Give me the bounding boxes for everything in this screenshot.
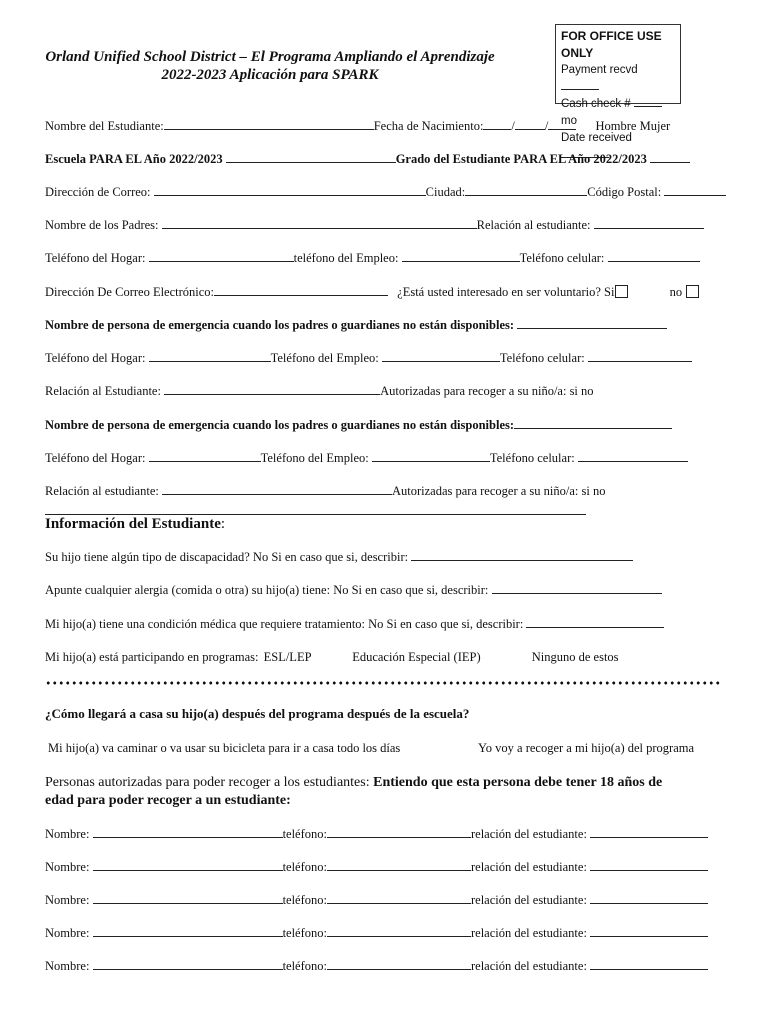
email-label: Dirección De Correo Electrónico: bbox=[45, 285, 215, 299]
mail-address-field[interactable] bbox=[154, 185, 426, 196]
student-info-heading: Información del Estudiante bbox=[45, 516, 221, 532]
person5-name-field[interactable] bbox=[93, 959, 283, 970]
person3-relation-label: relación del estudiante: bbox=[471, 893, 587, 907]
emergency1-home-field[interactable] bbox=[149, 351, 271, 362]
parents-label: Nombre de los Padres: bbox=[45, 218, 159, 232]
authorized-intro bbox=[45, 774, 662, 810]
person5-name-label: Nombre: bbox=[45, 959, 90, 973]
person4-name-label: Nombre: bbox=[45, 926, 90, 940]
authorized-person-row bbox=[45, 893, 708, 908]
person2-phone-label: teléfono: bbox=[282, 860, 327, 874]
office-mo-label: mo bbox=[561, 115, 577, 127]
zip-field[interactable] bbox=[664, 185, 726, 196]
form-title-line2: 2022-2023 Aplicación para SPARK bbox=[161, 67, 379, 83]
emergency1-home-label: Teléfono del Hogar: bbox=[45, 351, 146, 365]
student-name-row: Nombre del Estudiante: Fecha de Nacimiento: / / Hombre Mujer bbox=[45, 119, 671, 133]
dob-year-field[interactable] bbox=[548, 119, 576, 130]
emergency2-heading: Nombre de persona de emergencia cuando los padres o guardianes no están disponibles: bbox=[45, 418, 515, 432]
emergency1-work-label: Teléfono del Empleo: bbox=[270, 351, 379, 365]
parents-field[interactable] bbox=[162, 218, 477, 229]
parents-row bbox=[45, 218, 704, 233]
emergency1-heading: Nombre de persona de emergencia cuando los padres o guardianes no están disponibles: bbox=[45, 318, 515, 332]
school-grade-row bbox=[45, 152, 690, 167]
phones-row bbox=[45, 251, 700, 266]
pickup-option-walk[interactable]: Mi hijo(a) va caminar o va usar su bicicleta para ir a casa todo los días bbox=[48, 741, 401, 755]
mail-address-label: Dirección de Correo: bbox=[45, 185, 151, 199]
person2-relation-label: relación del estudiante: bbox=[471, 860, 587, 874]
email-row bbox=[45, 285, 699, 300]
emergency1-work-field[interactable] bbox=[382, 351, 500, 362]
authorized-person-row bbox=[45, 926, 708, 941]
emergency2-work-label: Teléfono del Empleo: bbox=[260, 451, 369, 465]
volunteer-no-label: no bbox=[669, 285, 683, 299]
dotted-separator bbox=[45, 681, 721, 685]
pickup-question: ¿Cómo llegará a casa su hijo(a) después del programa después de la escuela? bbox=[45, 706, 470, 721]
office-payment-label: Payment recvd bbox=[561, 64, 638, 76]
student-name-field[interactable] bbox=[164, 119, 374, 130]
person3-phone-label: teléfono: bbox=[282, 893, 327, 907]
medical-field[interactable] bbox=[526, 617, 664, 628]
program-none-option[interactable]: Ninguno de estos bbox=[531, 650, 619, 664]
program-esl-option[interactable]: ESL/LEP bbox=[263, 650, 312, 664]
person5-phone-field[interactable] bbox=[327, 959, 471, 970]
allergy-row bbox=[45, 583, 662, 598]
dob-label: Fecha de Nacimiento: bbox=[373, 119, 484, 133]
emergency1-name-field[interactable] bbox=[517, 318, 667, 329]
person3-name-field[interactable] bbox=[93, 893, 283, 904]
emergency1-cell-field[interactable] bbox=[588, 351, 692, 362]
emergency2-phones-row bbox=[45, 451, 688, 466]
person2-name-label: Nombre: bbox=[45, 860, 90, 874]
gender-male-option[interactable]: Hombre bbox=[595, 119, 637, 133]
person4-phone-field[interactable] bbox=[327, 926, 471, 937]
person1-phone-label: teléfono: bbox=[282, 827, 327, 841]
emergency1-phones-row bbox=[45, 351, 692, 366]
emergency2-heading-row bbox=[45, 418, 672, 433]
emergency2-cell-field[interactable] bbox=[578, 451, 688, 462]
zip-label: Código Postal: bbox=[587, 185, 662, 199]
person4-name-field[interactable] bbox=[93, 926, 283, 937]
disability-field[interactable] bbox=[411, 550, 633, 561]
program-iep-option[interactable]: Educación Especial (IEP) bbox=[352, 650, 481, 664]
emergency2-relation-row bbox=[45, 484, 605, 499]
office-date-label: Date received bbox=[561, 132, 632, 144]
medical-row bbox=[45, 617, 664, 632]
office-cash-label: Cash check # bbox=[561, 98, 631, 110]
emergency1-authorized: Autorizadas para recoger a su niño/a: si no bbox=[380, 384, 594, 398]
dob-day-field[interactable] bbox=[515, 119, 545, 130]
person4-phone-label: teléfono: bbox=[282, 926, 327, 940]
person3-name-label: Nombre: bbox=[45, 893, 90, 907]
medical-question: Mi hijo(a) tiene una condición médica que requiere tratamiento: No Si en caso que si, describir: bbox=[45, 617, 524, 631]
emergency2-relation-field[interactable] bbox=[162, 484, 392, 495]
person3-relation-field[interactable] bbox=[590, 893, 708, 904]
office-use-heading: FOR OFFICE USE ONLY bbox=[561, 29, 662, 60]
emergency1-heading-row bbox=[45, 318, 667, 333]
emergency2-home-label: Teléfono del Hogar: bbox=[45, 451, 146, 465]
person4-relation-label: relación del estudiante: bbox=[471, 926, 587, 940]
programs-row bbox=[45, 650, 619, 665]
allergy-field[interactable] bbox=[492, 583, 662, 594]
school-label: Escuela PARA EL Año 2022/2023 bbox=[45, 152, 223, 166]
authorized-age-note-2: edad para poder recoger a un estudiante: bbox=[45, 793, 291, 808]
person1-relation-field[interactable] bbox=[590, 827, 708, 838]
work-phone-label: teléfono del Empleo: bbox=[293, 251, 399, 265]
form-title bbox=[30, 48, 510, 84]
person2-relation-field[interactable] bbox=[590, 860, 708, 871]
emergency2-home-field[interactable] bbox=[149, 451, 261, 462]
programs-label: Mi hijo(a) está participando en programas: bbox=[45, 650, 259, 664]
authorized-person-row bbox=[45, 959, 708, 974]
person1-name-label: Nombre: bbox=[45, 827, 90, 841]
emergency2-authorized: Autorizadas para recoger a su niño/a: si no bbox=[391, 484, 606, 498]
person1-relation-label: relación del estudiante: bbox=[471, 827, 587, 841]
parent-relation-field[interactable] bbox=[594, 218, 704, 229]
authorized-person-row bbox=[45, 860, 708, 875]
parent-relation-label: Relación al estudiante: bbox=[476, 218, 591, 232]
cell-phone-label: Teléfono celular: bbox=[519, 251, 605, 265]
person1-phone-field[interactable] bbox=[327, 827, 471, 838]
allergy-question: Apunte cualquier alergia (comida o otra) su hijo(a) tiene: No Si en caso que si, describir: bbox=[45, 583, 489, 597]
emergency1-cell-label: Teléfono celular: bbox=[499, 351, 585, 365]
home-phone-field[interactable] bbox=[149, 251, 294, 262]
emergency1-relation-label: Relación al Estudiante: bbox=[45, 384, 161, 398]
office-payment-row bbox=[561, 62, 675, 96]
volunteer-yes-checkbox[interactable] bbox=[615, 285, 628, 298]
grade-field[interactable] bbox=[650, 152, 690, 163]
school-field[interactable] bbox=[226, 152, 396, 163]
section-divider bbox=[45, 514, 586, 515]
person5-relation-label: relación del estudiante: bbox=[471, 959, 587, 973]
email-field[interactable] bbox=[214, 285, 388, 296]
emergency2-cell-label: Teléfono celular: bbox=[489, 451, 575, 465]
cell-phone-field[interactable] bbox=[608, 251, 700, 262]
disability-question: Su hijo tiene algún tipo de discapacidad? No Si en caso que si, describir: bbox=[45, 550, 409, 564]
home-phone-label: Teléfono del Hogar: bbox=[45, 251, 146, 265]
student-info-heading-row: Información del Estudiante: bbox=[45, 516, 226, 532]
grade-label: Grado del Estudiante PARA EL Año 2022/2023 bbox=[395, 152, 647, 166]
address-row bbox=[45, 185, 726, 200]
authorized-person-row bbox=[45, 827, 708, 842]
person4-relation-field[interactable] bbox=[590, 926, 708, 937]
person2-name-field[interactable] bbox=[93, 860, 283, 871]
person5-relation-field[interactable] bbox=[590, 959, 708, 970]
person5-phone-label: teléfono: bbox=[282, 959, 327, 973]
disability-row bbox=[45, 550, 633, 565]
work-phone-field[interactable] bbox=[402, 251, 520, 262]
pickup-option-parent[interactable]: Yo voy a recoger a mi hijo(a) del programa bbox=[478, 741, 695, 755]
gender-female-option[interactable]: Mujer bbox=[639, 119, 671, 133]
volunteer-question: ¿Está usted interesado en ser voluntario? Si bbox=[397, 285, 615, 299]
authorized-intro-text: Personas autorizadas para poder recoger a los estudiantes: bbox=[45, 775, 370, 790]
city-label: Ciudad: bbox=[425, 185, 466, 199]
form-title-line1: Orland Unified School District – El Programa Ampliando el Aprendizaje bbox=[45, 49, 495, 65]
volunteer-no-checkbox[interactable] bbox=[686, 285, 699, 298]
person1-name-field[interactable] bbox=[93, 827, 283, 838]
emergency2-name-field[interactable] bbox=[514, 418, 672, 429]
emergency2-work-field[interactable] bbox=[372, 451, 490, 462]
person2-phone-field[interactable] bbox=[327, 860, 471, 871]
emergency2-relation-label: Relación al estudiante: bbox=[45, 484, 159, 498]
dob-month-field[interactable] bbox=[483, 119, 511, 130]
person3-phone-field[interactable] bbox=[327, 893, 471, 904]
emergency1-relation-row bbox=[45, 384, 594, 399]
authorized-age-note: Entiendo que esta persona debe tener 18 años de bbox=[373, 775, 663, 790]
student-name-label: Nombre del Estudiante: bbox=[45, 119, 164, 133]
emergency1-relation-field[interactable] bbox=[164, 384, 380, 395]
city-field[interactable] bbox=[465, 185, 587, 196]
